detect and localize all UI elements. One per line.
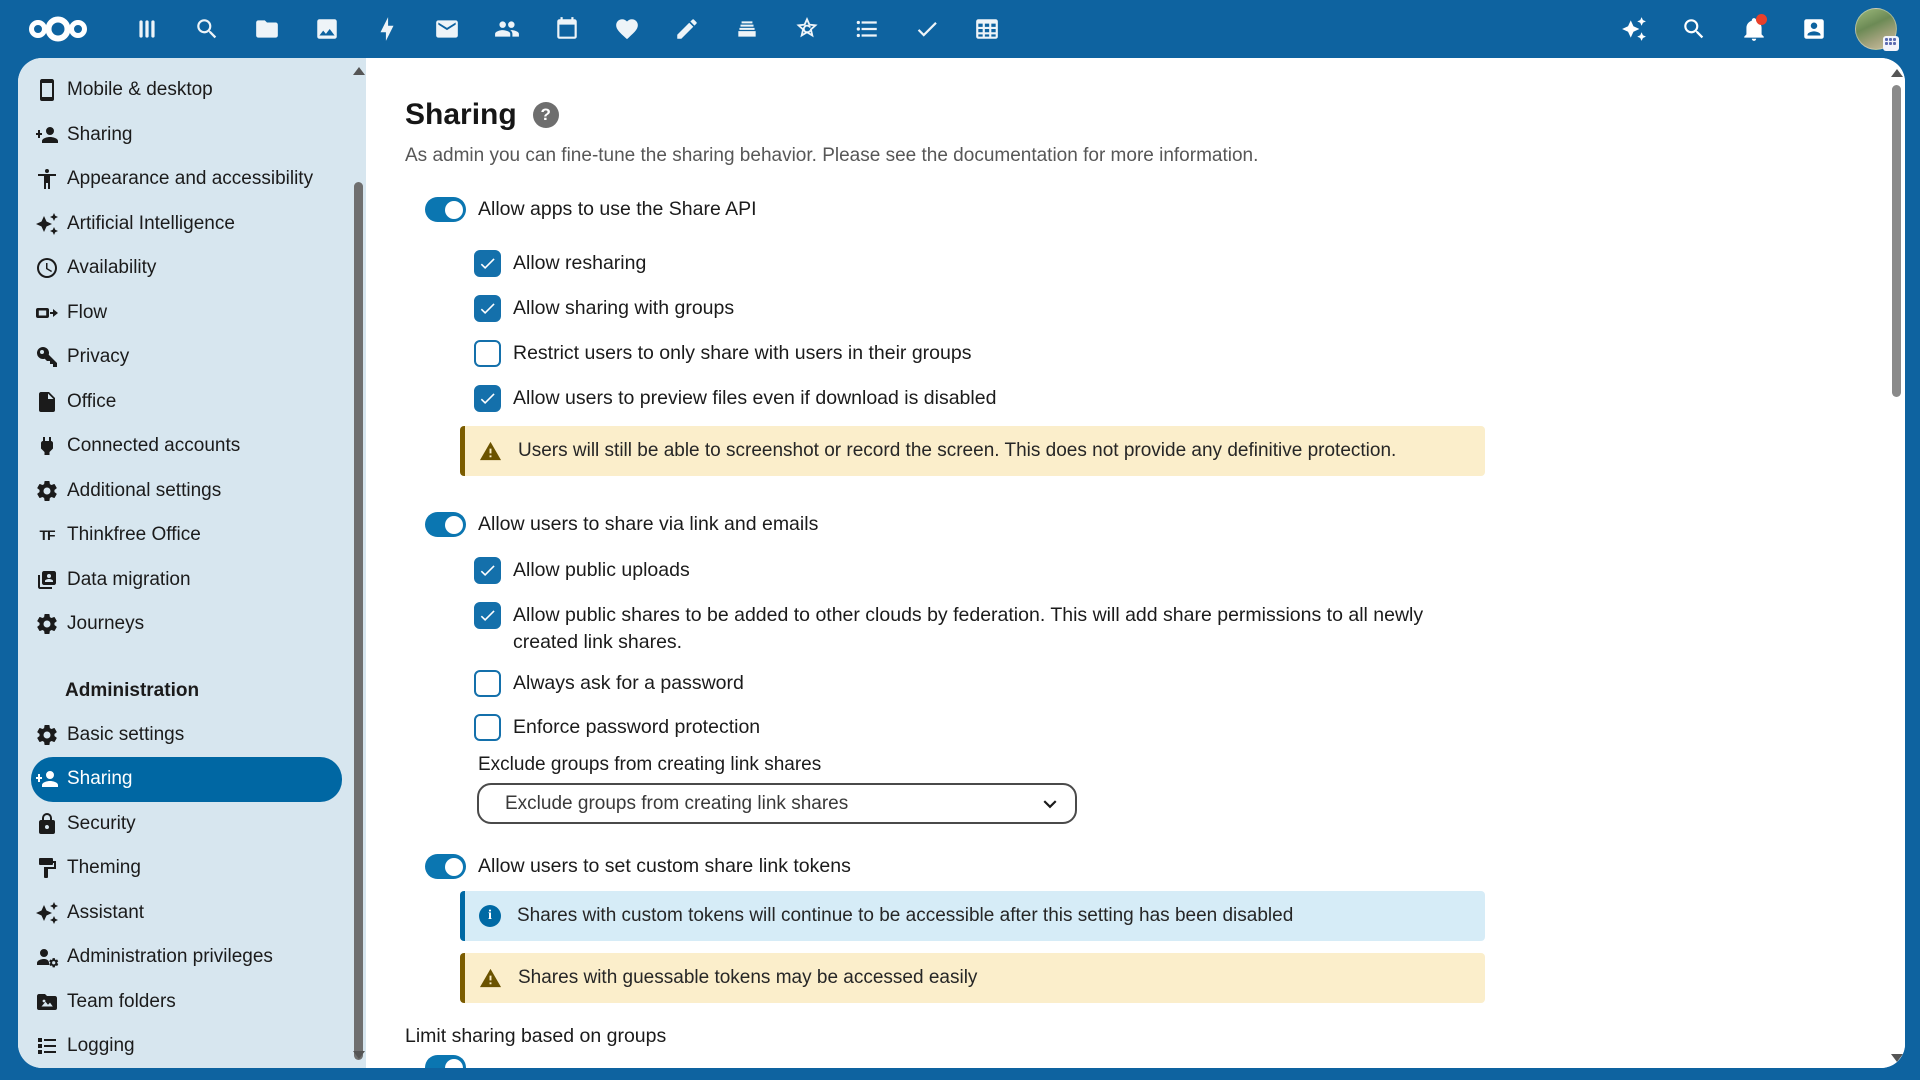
sparkles-icon: [35, 901, 59, 925]
checkbox-label: Restrict users to only share with users in their groups: [513, 342, 972, 364]
notes-icon[interactable]: [674, 16, 700, 42]
checkbox-label: Allow users to preview files even if download is disabled: [513, 387, 997, 409]
sidebar-item-label: Logging: [67, 1035, 135, 1057]
checkbox-allow-resharing[interactable]: [474, 250, 1845, 277]
info-text: Shares with custom tokens will continue to be accessible after this setting has been disabled: [517, 905, 1294, 926]
sidebar-item-label: Mobile & desktop: [67, 79, 213, 101]
sidebar-item-label: Security: [67, 812, 136, 834]
sidebar-item-availability[interactable]: [31, 246, 342, 291]
sidebar-item-label: Team folders: [67, 990, 176, 1012]
sidebar-item-thinkfree[interactable]: [31, 513, 342, 558]
checkbox-label: Allow resharing: [513, 252, 647, 274]
contacts-menu-icon[interactable]: [1801, 16, 1827, 42]
notifications-bell-icon[interactable]: [1741, 16, 1767, 42]
toggle-switch[interactable]: [425, 1055, 466, 1068]
list-box-icon: [35, 1034, 59, 1058]
contacts-icon[interactable]: [494, 16, 520, 42]
checkbox-label: Allow public shares to be added to other clouds by federation. This will add share permissions to all newly created link shares.: [513, 604, 1424, 653]
sidebar-item-data-migration[interactable]: [31, 558, 342, 603]
clock-icon: [35, 256, 59, 280]
sparkles-icon: [35, 212, 59, 236]
sidebar-item-journeys[interactable]: [31, 602, 342, 647]
checkbox[interactable]: [474, 557, 501, 584]
checkbox[interactable]: [474, 385, 501, 412]
checkbox-federation[interactable]: [474, 602, 1845, 656]
activity-icon[interactable]: [374, 16, 400, 42]
notification-dot: [1756, 14, 1767, 25]
sidebar-item-label: Journeys: [67, 613, 145, 635]
scroll-down-arrow[interactable]: [1891, 1054, 1903, 1062]
toggle-link-shares[interactable]: [425, 512, 1845, 537]
sidebar-item-sharing-personal[interactable]: [31, 113, 342, 158]
thinkfree-icon: TF: [39, 527, 55, 544]
checkbox-always-ask-password[interactable]: [474, 670, 1845, 697]
sidebar-item-label: Theming: [67, 857, 141, 879]
sharing-settings-panel: [366, 58, 1905, 1068]
sidebar-scrollbar[interactable]: [352, 58, 364, 1068]
toggle-switch[interactable]: [425, 197, 466, 222]
sidebar-item-label: Privacy: [67, 346, 130, 368]
scroll-up-arrow[interactable]: [1891, 69, 1903, 77]
calendar-icon[interactable]: [554, 16, 580, 42]
checkbox-preview-files[interactable]: [474, 385, 1845, 412]
gear-icon: [35, 723, 59, 747]
sidebar-item-connected-accounts[interactable]: [31, 424, 342, 469]
checkbox-restrict-groups[interactable]: [474, 340, 1845, 367]
scroll-down-arrow[interactable]: [353, 1051, 365, 1059]
checkbox-label: Always ask for a password: [513, 672, 744, 694]
sidebar-item-additional-settings[interactable]: [31, 469, 342, 514]
scroll-up-arrow[interactable]: [353, 67, 365, 75]
checkbox-sharing-with-groups[interactable]: [474, 295, 1845, 322]
toggle-label: Allow users to share via link and emails: [478, 513, 819, 535]
toggle-switch[interactable]: [425, 854, 466, 879]
account-plus-icon: [35, 767, 59, 791]
sidebar-item-ai[interactable]: [31, 202, 342, 247]
main-scrollbar[interactable]: [1890, 58, 1902, 1068]
sidebar-item-label: Artificial Intelligence: [67, 212, 235, 234]
key-icon: [35, 345, 59, 369]
sidebar-item-basic-settings[interactable]: [31, 713, 342, 758]
avatar[interactable]: [1855, 8, 1897, 50]
page-title: Sharing: [405, 98, 517, 131]
warning-text: Users will still be able to screenshot or record the screen. This does not provide any definitive protection.: [518, 440, 1397, 461]
checkbox-disabled: [474, 714, 501, 741]
sidebar-item-theming[interactable]: [31, 846, 342, 891]
gear-icon: [35, 612, 59, 636]
checkbox-label: Enforce password protection: [513, 716, 761, 738]
files-icon[interactable]: [254, 16, 280, 42]
checkbox-enforce-password: [474, 714, 1845, 741]
accessibility-icon: [35, 167, 59, 191]
warning-screenshot-note: [460, 426, 1485, 476]
checkbox-public-uploads[interactable]: [474, 557, 1845, 584]
avatar-status-badge: [1883, 36, 1899, 51]
lock-icon: [35, 812, 59, 836]
toggle-custom-tokens[interactable]: [425, 854, 1845, 879]
chevron-down-icon: [1037, 791, 1063, 817]
checkbox[interactable]: [474, 602, 501, 629]
sidebar-item-label: Flow: [67, 301, 108, 323]
heart-icon[interactable]: [614, 16, 640, 42]
sidebar-item-admin-privileges[interactable]: [31, 935, 342, 980]
tasks-check-icon[interactable]: [914, 16, 940, 42]
sidebar-section-administration: Administration: [65, 679, 200, 701]
sidebar-item-label: Assistant: [67, 901, 145, 923]
warning-text: Shares with guessable tokens may be accessed easily: [518, 967, 978, 988]
nextcloud-logo[interactable]: [28, 13, 88, 45]
gear-icon: [35, 479, 59, 503]
sidebar-item-mobile-desktop[interactable]: [31, 68, 342, 113]
deck-icon[interactable]: [734, 16, 760, 42]
mail-icon[interactable]: [434, 16, 460, 42]
sidebar-item-label: Availability: [67, 257, 157, 279]
checkbox[interactable]: [474, 250, 501, 277]
checkbox[interactable]: [474, 340, 501, 367]
top-bar: [0, 0, 1920, 58]
dashboard-icon[interactable]: [134, 16, 160, 42]
recognize-icon[interactable]: [794, 16, 820, 42]
checkbox[interactable]: [474, 670, 501, 697]
document-icon: [35, 390, 59, 414]
sidebar-item-label: Sharing: [67, 123, 133, 145]
account-plus-icon: [35, 123, 59, 147]
sidebar-item-label: Thinkfree Office: [67, 524, 201, 546]
sidebar-item-sharing-admin[interactable]: [31, 757, 342, 802]
checkbox-label: Allow sharing with groups: [513, 297, 735, 319]
folder-image-icon: [35, 990, 59, 1014]
sidebar-item-label: Additional settings: [67, 479, 222, 501]
warning-icon: [479, 440, 502, 463]
content-card: [18, 58, 1905, 1068]
search-app-icon[interactable]: [194, 16, 220, 42]
toggle-share-api[interactable]: [425, 197, 1845, 222]
sidebar-item-label: Connected accounts: [67, 435, 241, 457]
toggle-label: Allow apps to use the Share API: [478, 198, 757, 220]
info-custom-tokens-note: [460, 891, 1485, 941]
sidebar-item-team-folders[interactable]: [31, 980, 342, 1025]
unified-search-icon[interactable]: [1681, 16, 1707, 42]
sidebar-scroll-thumb[interactable]: [354, 182, 363, 1060]
header-right: [1621, 8, 1897, 50]
limit-groups-label: Limit sharing based on groups: [405, 1025, 667, 1047]
sidebar-item-label: Basic settings: [67, 723, 185, 745]
settings-sidebar: [18, 58, 366, 1068]
sidebar-item-privacy[interactable]: [31, 335, 342, 380]
warning-guessable-tokens-note: [460, 953, 1485, 1003]
page-description: As admin you can fine-tune the sharing behavior. Please see the documentation for more information.: [405, 145, 1259, 166]
sidebar-item-label: Office: [67, 390, 117, 412]
toggle-limit-groups-partial[interactable]: [425, 1055, 1845, 1068]
exclude-groups-select[interactable]: [477, 783, 1077, 824]
sidebar-item-label: Sharing: [67, 768, 133, 790]
toggle-label: Allow users to set custom share link tokens: [478, 855, 851, 877]
sidebar-item-appearance[interactable]: [31, 157, 342, 202]
photos-icon[interactable]: [314, 16, 340, 42]
help-icon[interactable]: ?: [533, 102, 559, 128]
app-menu: [134, 16, 1000, 42]
sidebar-item-label: Appearance and accessibility: [67, 168, 314, 190]
sidebar-item-assistant[interactable]: [31, 891, 342, 936]
phone-icon: [35, 78, 59, 102]
paint-roller-icon: [35, 856, 59, 880]
sidebar-item-logging[interactable]: [31, 1024, 342, 1068]
sidebar-item-security[interactable]: [31, 802, 342, 847]
checkbox-label: Allow public uploads: [513, 559, 690, 581]
tables-icon[interactable]: [974, 16, 1000, 42]
exclude-groups-label: Exclude groups from creating link shares: [478, 754, 822, 775]
sidebar-item-label: Data migration: [67, 568, 191, 590]
checkbox[interactable]: [474, 295, 501, 322]
tasks-list-icon[interactable]: [854, 16, 880, 42]
main-scroll-thumb[interactable]: [1892, 85, 1901, 397]
assistant-sparkles-icon[interactable]: [1621, 16, 1647, 42]
card-account-icon: [35, 568, 59, 592]
sidebar-item-flow[interactable]: [31, 291, 342, 336]
select-value: Exclude groups from creating link shares: [505, 792, 849, 814]
flow-icon: [35, 301, 59, 325]
toggle-switch[interactable]: [425, 512, 466, 537]
sidebar-item-label: Administration privileges: [67, 946, 273, 968]
warning-icon: [479, 967, 502, 990]
account-gear-icon: [35, 945, 59, 969]
sidebar-item-office[interactable]: [31, 380, 342, 425]
plug-icon: [35, 434, 59, 458]
info-icon: i: [479, 905, 501, 927]
